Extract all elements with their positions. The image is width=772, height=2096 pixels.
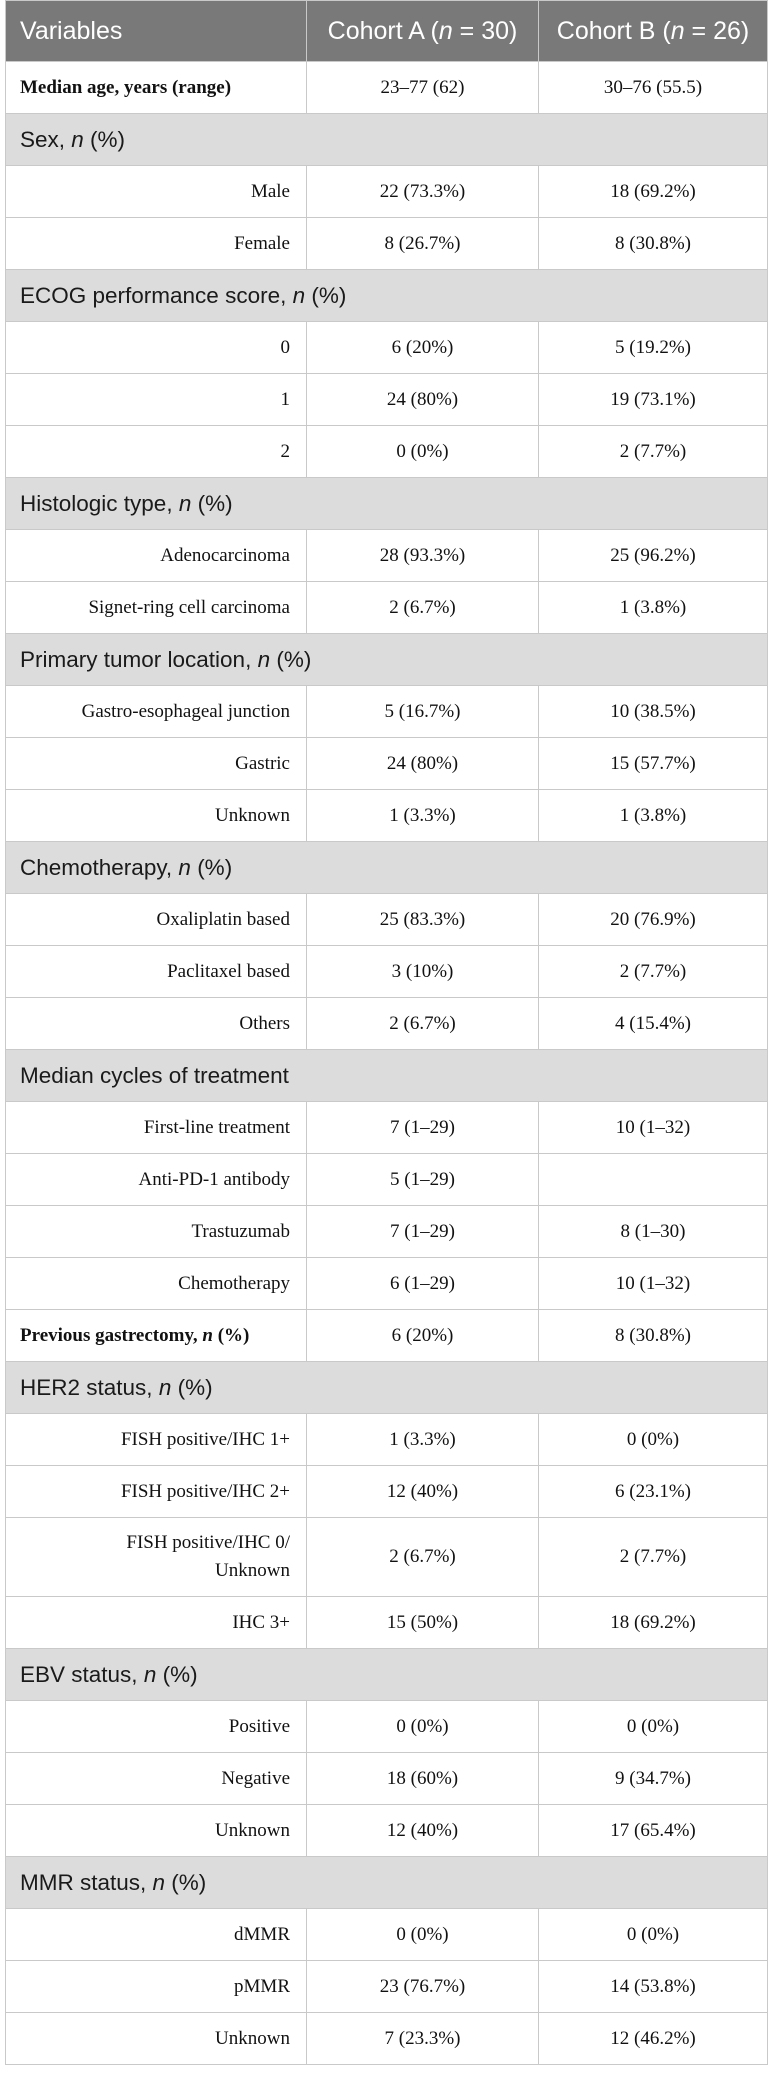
cohort-b-value: 10 (1–32) xyxy=(539,1102,768,1154)
table-row xyxy=(6,998,768,1050)
row-label: 1 xyxy=(6,374,307,426)
row-label: Positive xyxy=(6,1701,307,1753)
cohort-b-value: 9 (34.7%) xyxy=(539,1753,768,1805)
cohort-a-value: 0 (0%) xyxy=(307,426,539,478)
section-title: Histologic type, n (%) xyxy=(6,478,768,530)
cohort-a-value: 15 (50%) xyxy=(307,1597,539,1649)
cohort-a-value: 8 (26.7%) xyxy=(307,218,539,270)
cohort-b-value: 1 (3.8%) xyxy=(539,790,768,842)
table-row xyxy=(6,2013,768,2065)
cohort-b-value: 1 (3.8%) xyxy=(539,582,768,634)
cohort-a-value: 6 (20%) xyxy=(307,322,539,374)
table-row xyxy=(6,166,768,218)
row-label: Chemotherapy xyxy=(6,1258,307,1310)
cohort-a-value: 12 (40%) xyxy=(307,1805,539,1857)
cohort-a-value: 6 (1–29) xyxy=(307,1258,539,1310)
cohort-a-value: 6 (20%) xyxy=(307,1310,539,1362)
section-header-median-cycles xyxy=(6,1050,768,1102)
row-label: First-line treatment xyxy=(6,1102,307,1154)
cohort-a-value: 22 (73.3%) xyxy=(307,166,539,218)
row-label: Gastric xyxy=(6,738,307,790)
section-header-sex xyxy=(6,114,768,166)
cohort-a-value: 23–77 (62) xyxy=(307,62,539,114)
row-label: Unknown xyxy=(6,2013,307,2065)
row-label: 2 xyxy=(6,426,307,478)
cohort-a-value: 0 (0%) xyxy=(307,1701,539,1753)
section-title: Sex, n (%) xyxy=(6,114,768,166)
row-label: Unknown xyxy=(6,1805,307,1857)
header-row xyxy=(6,1,768,62)
table-row xyxy=(6,374,768,426)
cohort-a-value: 24 (80%) xyxy=(307,738,539,790)
table-row xyxy=(6,1961,768,2013)
cohort-b-value: 20 (76.9%) xyxy=(539,894,768,946)
cohort-b-value: 6 (23.1%) xyxy=(539,1466,768,1518)
cohort-a-value: 2 (6.7%) xyxy=(307,998,539,1050)
table-row xyxy=(6,582,768,634)
cohort-b-value: 30–76 (55.5) xyxy=(539,62,768,114)
table-row xyxy=(6,530,768,582)
row-label: Previous gastrectomy, n (%) xyxy=(6,1310,307,1362)
section-header-ebv-status xyxy=(6,1649,768,1701)
cohort-b-value xyxy=(539,1154,768,1206)
table-row xyxy=(6,1310,768,1362)
cohort-b-value: 10 (1–32) xyxy=(539,1258,768,1310)
row-label: pMMR xyxy=(6,1961,307,2013)
cohort-a-value: 5 (16.7%) xyxy=(307,686,539,738)
table-row xyxy=(6,686,768,738)
section-title: Median cycles of treatment xyxy=(6,1050,768,1102)
section-header-chemotherapy xyxy=(6,842,768,894)
cohort-b-value: 25 (96.2%) xyxy=(539,530,768,582)
cohort-b-value: 2 (7.7%) xyxy=(539,426,768,478)
cohort-b-value: 0 (0%) xyxy=(539,1414,768,1466)
row-label: FISH positive/IHC 1+ xyxy=(6,1414,307,1466)
section-header-her2-status xyxy=(6,1362,768,1414)
row-label: Others xyxy=(6,998,307,1050)
row-label: Trastuzumab xyxy=(6,1206,307,1258)
section-title: Chemotherapy, n (%) xyxy=(6,842,768,894)
baseline-characteristics-table xyxy=(5,0,768,2065)
cohort-a-value: 12 (40%) xyxy=(307,1466,539,1518)
cohort-a-value: 2 (6.7%) xyxy=(307,582,539,634)
cohort-b-value: 4 (15.4%) xyxy=(539,998,768,1050)
row-label: Female xyxy=(6,218,307,270)
cohort-b-value: 19 (73.1%) xyxy=(539,374,768,426)
cohort-a-value: 23 (76.7%) xyxy=(307,1961,539,2013)
cohort-a-value: 2 (6.7%) xyxy=(307,1518,539,1597)
cohort-a-value: 18 (60%) xyxy=(307,1753,539,1805)
section-header-tumor-location xyxy=(6,634,768,686)
section-title: HER2 status, n (%) xyxy=(6,1362,768,1414)
table-row xyxy=(6,738,768,790)
table-row xyxy=(6,894,768,946)
cohort-b-value: 18 (69.2%) xyxy=(539,166,768,218)
row-label: 0 xyxy=(6,322,307,374)
row-label: Paclitaxel based xyxy=(6,946,307,998)
section-header-ecog xyxy=(6,270,768,322)
cohort-b-value: 8 (1–30) xyxy=(539,1206,768,1258)
section-title: ECOG performance score, n (%) xyxy=(6,270,768,322)
header-variables: Variables xyxy=(6,1,307,62)
table-row xyxy=(6,1518,768,1597)
header-cohort-b: Cohort B (n = 26) xyxy=(539,1,768,62)
table-row xyxy=(6,426,768,478)
row-label: Male xyxy=(6,166,307,218)
header-cohort-a: Cohort A (n = 30) xyxy=(307,1,539,62)
row-label: dMMR xyxy=(6,1909,307,1961)
row-label: Oxaliplatin based xyxy=(6,894,307,946)
section-title: EBV status, n (%) xyxy=(6,1649,768,1701)
cohort-b-value: 5 (19.2%) xyxy=(539,322,768,374)
row-label: Adenocarcinoma xyxy=(6,530,307,582)
row-label: Anti-PD-1 antibody xyxy=(6,1154,307,1206)
section-header-histologic-type xyxy=(6,478,768,530)
table-row xyxy=(6,1414,768,1466)
row-label: IHC 3+ xyxy=(6,1597,307,1649)
row-label: FISH positive/IHC 0/ Unknown xyxy=(6,1518,307,1597)
cohort-a-value: 24 (80%) xyxy=(307,374,539,426)
table-row xyxy=(6,1753,768,1805)
row-label: Unknown xyxy=(6,790,307,842)
table-row xyxy=(6,1701,768,1753)
row-label: Gastro-esophageal junction xyxy=(6,686,307,738)
cohort-a-value: 1 (3.3%) xyxy=(307,1414,539,1466)
row-label: FISH positive/IHC 2+ xyxy=(6,1466,307,1518)
cohort-a-value: 25 (83.3%) xyxy=(307,894,539,946)
cohort-a-value: 0 (0%) xyxy=(307,1909,539,1961)
table-row xyxy=(6,322,768,374)
cohort-b-value: 2 (7.7%) xyxy=(539,946,768,998)
cohort-a-value: 7 (1–29) xyxy=(307,1206,539,1258)
cohort-b-value: 18 (69.2%) xyxy=(539,1597,768,1649)
cohort-b-value: 8 (30.8%) xyxy=(539,1310,768,1362)
table-row xyxy=(6,1805,768,1857)
section-title: Primary tumor location, n (%) xyxy=(6,634,768,686)
table-row xyxy=(6,790,768,842)
table-row xyxy=(6,62,768,114)
section-header-mmr-status xyxy=(6,1857,768,1909)
table-row xyxy=(6,1206,768,1258)
cohort-b-value: 12 (46.2%) xyxy=(539,2013,768,2065)
table-row xyxy=(6,946,768,998)
table-row xyxy=(6,218,768,270)
cohort-a-value: 28 (93.3%) xyxy=(307,530,539,582)
table-row xyxy=(6,1597,768,1649)
table-row xyxy=(6,1466,768,1518)
cohort-b-value: 0 (0%) xyxy=(539,1909,768,1961)
cohort-b-value: 17 (65.4%) xyxy=(539,1805,768,1857)
cohort-b-value: 8 (30.8%) xyxy=(539,218,768,270)
cohort-a-value: 5 (1–29) xyxy=(307,1154,539,1206)
cohort-b-value: 14 (53.8%) xyxy=(539,1961,768,2013)
cohort-b-value: 0 (0%) xyxy=(539,1701,768,1753)
row-label: Signet-ring cell carcinoma xyxy=(6,582,307,634)
cohort-a-value: 3 (10%) xyxy=(307,946,539,998)
cohort-a-value: 7 (1–29) xyxy=(307,1102,539,1154)
table-row xyxy=(6,1909,768,1961)
cohort-a-value: 1 (3.3%) xyxy=(307,790,539,842)
row-label: Median age, years (range) xyxy=(6,62,307,114)
row-label: Negative xyxy=(6,1753,307,1805)
section-title: MMR status, n (%) xyxy=(6,1857,768,1909)
cohort-b-value: 10 (38.5%) xyxy=(539,686,768,738)
cohort-a-value: 7 (23.3%) xyxy=(307,2013,539,2065)
table-row xyxy=(6,1154,768,1206)
table-row xyxy=(6,1102,768,1154)
cohort-b-value: 2 (7.7%) xyxy=(539,1518,768,1597)
cohort-b-value: 15 (57.7%) xyxy=(539,738,768,790)
table-row xyxy=(6,1258,768,1310)
